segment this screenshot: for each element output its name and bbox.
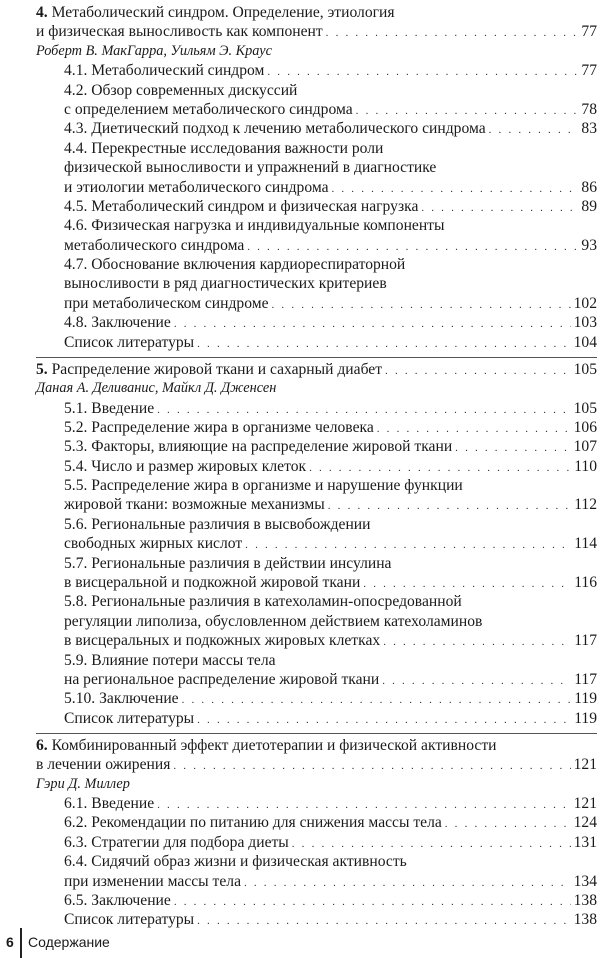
dot-leader <box>489 121 579 140</box>
chapter-title-text: в лечении ожирения <box>36 756 171 774</box>
section-divider <box>36 733 597 734</box>
dot-leader <box>326 24 579 43</box>
entry-title-text: 4.8. Заключение <box>64 314 171 332</box>
entry-text <box>64 891 171 910</box>
entry-text <box>64 534 242 553</box>
entry-text <box>64 872 241 891</box>
entry-title-text: регуляции липолиза, обусловленном действием катехоламинов <box>64 612 483 630</box>
entry-text <box>64 437 452 456</box>
toc-entry-line <box>36 418 597 437</box>
page-ref: 138 <box>573 911 597 929</box>
chapter-title-line <box>36 22 597 41</box>
page-footer <box>0 928 600 958</box>
page-ref: 86 <box>581 178 597 196</box>
toc-entry-line <box>36 612 597 631</box>
toc-entry-line <box>36 709 597 728</box>
dot-leader <box>445 815 571 834</box>
entry-text <box>64 852 407 871</box>
entry-title-text: 5.1. Введение <box>64 399 155 417</box>
page-ref: 106 <box>573 418 597 436</box>
chapter-title-line <box>36 3 597 22</box>
entry-title-text: 4.3. Диетический подход к лечению метаболического синдрома <box>64 120 486 138</box>
entry-text <box>64 178 329 197</box>
entry-text <box>64 216 444 235</box>
entry-text <box>64 689 179 708</box>
dot-leader <box>421 199 578 218</box>
entry-title-text: 6.2. Рекомендации по питанию для снижения массы тела <box>64 814 442 832</box>
section-divider <box>36 357 597 358</box>
entry-text <box>64 554 391 573</box>
page-ref: 110 <box>574 457 597 475</box>
toc-entry <box>36 689 597 708</box>
dot-leader <box>174 315 571 334</box>
chapter-title-line <box>36 736 597 755</box>
toc-entry-line <box>36 910 597 929</box>
entry-title-text: 5.4. Число и размер жировых клеток <box>64 457 307 475</box>
entry-text <box>64 794 154 813</box>
toc-entry-line <box>36 61 597 80</box>
toc-entry <box>36 794 597 813</box>
toc-entry <box>36 709 597 728</box>
entry-title-text: 5.10. Заключение <box>64 690 179 708</box>
entry-title-text: на региональное распределение жировой ткани <box>64 670 380 688</box>
page-ref: 138 <box>573 891 597 909</box>
entry-text <box>64 158 436 177</box>
chapter-section <box>36 736 597 930</box>
chapter-number: 5. <box>36 360 48 378</box>
entry-text <box>36 736 496 755</box>
toc-entry-line <box>36 573 597 592</box>
page-ref: 103 <box>573 314 597 332</box>
entry-text <box>64 236 244 255</box>
entry-title-text: выносливости в ряд диагностических критериев <box>64 275 387 293</box>
entry-title-text: физической выносливости и упражнений в диагностике <box>64 159 437 177</box>
entry-title-text: 6.1. Введение <box>64 795 155 812</box>
entry-text <box>36 360 382 379</box>
page-ref: 105 <box>573 360 597 378</box>
toc-entry-line <box>36 294 597 313</box>
entry-title-text: метаболического синдрома <box>64 236 245 254</box>
toc-entry-line <box>36 833 597 852</box>
entry-text <box>36 22 323 41</box>
entry-title-text: 4.4. Перекрестные исследования важности роли <box>64 139 384 157</box>
chapter-title-text: Комбинированный эффект диетотерапии и физической активности <box>51 736 497 754</box>
toc-entry-line <box>36 476 597 495</box>
page-ref: 77 <box>581 62 597 80</box>
entry-title-text: свободных жирных кислот <box>64 535 243 553</box>
entry-title-text: в висцеральной и подкожной жировой ткани <box>64 574 361 592</box>
entry-text <box>64 197 418 216</box>
toc-entry <box>36 139 597 197</box>
entry-text <box>64 294 269 313</box>
entry-title-text: при изменении массы тела <box>64 872 241 890</box>
toc-entry <box>36 81 597 120</box>
entry-text <box>64 833 289 852</box>
entry-title-text: 5.5. Распределение жира в организме и нарушение функции <box>64 477 463 495</box>
dot-leader <box>244 874 571 893</box>
entry-title-text: жировой ткани: возможные механизмы <box>64 496 325 514</box>
toc-entry-line <box>36 554 597 573</box>
chapter-authors: Роберт В. МакГарра, Уильям Э. Краус <box>36 42 272 59</box>
toc-entry <box>36 399 597 418</box>
entry-text <box>64 495 325 514</box>
entry-text <box>64 457 306 476</box>
toc-entry-line <box>36 891 597 910</box>
toc-entry-line <box>36 236 597 255</box>
entry-text <box>64 61 264 80</box>
toc-entry <box>36 333 597 352</box>
toc-entry-line <box>36 313 597 332</box>
entry-text <box>64 612 482 631</box>
page-ref: 131 <box>573 833 597 851</box>
entry-title-text: с определением метаболического синдрома <box>64 100 353 118</box>
toc-entry <box>36 61 597 80</box>
page-ref: 121 <box>573 756 597 774</box>
page-ref: 89 <box>581 197 597 215</box>
dot-leader <box>382 672 571 691</box>
entry-text <box>64 81 297 100</box>
dot-leader <box>272 296 571 315</box>
entry-title-text: 5.6. Региональные различия в высвобождении <box>64 515 371 533</box>
toc-entry <box>36 833 597 852</box>
page-ref: 78 <box>581 100 597 118</box>
chapter-title-line <box>36 360 597 379</box>
chapter-title-text: Распределение жировой ткани и сахарный диабет <box>51 360 383 378</box>
toc-entry-line <box>36 495 597 514</box>
toc-entry <box>36 515 597 554</box>
toc-entry <box>36 852 597 891</box>
page-ref: 117 <box>574 632 597 650</box>
entry-text <box>36 3 395 22</box>
page-ref: 93 <box>581 236 597 254</box>
entry-title-text: 5.7. Региональные различия в действии инсулина <box>64 554 392 572</box>
entry-title-text: и этиологии метаболического синдрома <box>64 178 329 196</box>
page-ref: 114 <box>574 535 597 553</box>
entry-text <box>64 709 194 728</box>
toc-entry-line <box>36 670 597 689</box>
chapter-authors: Гэри Д. Миллер <box>36 775 130 792</box>
dot-leader <box>385 362 571 381</box>
entry-title-text: 5.8. Региональные различия в катехоламин-опосредованной <box>64 593 462 611</box>
entry-title-text: 4.6. Физическая нагрузка и индивидуальные компоненты <box>64 217 445 235</box>
entry-text <box>64 100 353 119</box>
page-ref: 107 <box>573 438 597 456</box>
toc-entry <box>36 119 597 138</box>
dot-leader <box>455 439 570 458</box>
toc-entry <box>36 592 597 650</box>
entry-title-text: 6.4. Сидячий образ жизни и физическая активность <box>64 853 407 871</box>
entry-text <box>64 255 405 274</box>
entry-text <box>64 670 379 689</box>
entry-text <box>64 573 360 592</box>
dot-leader <box>197 711 571 730</box>
toc-entry-line <box>36 689 597 708</box>
toc-entry <box>36 651 597 690</box>
toc-entry <box>36 457 597 476</box>
toc-entry <box>36 476 597 515</box>
chapter-section <box>36 3 597 352</box>
toc-entry-line <box>36 794 597 813</box>
page-ref: 119 <box>574 709 597 727</box>
toc-entry-line <box>36 119 597 138</box>
toc-entry-line <box>36 158 597 177</box>
entry-text <box>64 910 194 929</box>
chapter-number: 6. <box>36 736 48 754</box>
entry-text <box>64 651 276 670</box>
entry-title-text: 4.2. Обзор современных дискуссий <box>64 81 298 99</box>
entry-title-text: при метаболическом синдроме <box>64 294 269 312</box>
page-ref: 102 <box>573 294 597 312</box>
toc-entry <box>36 554 597 593</box>
toc-entry <box>36 891 597 910</box>
entry-text <box>64 139 383 158</box>
toc-entry <box>36 813 597 832</box>
page-ref: 105 <box>573 399 597 417</box>
toc-entry <box>36 437 597 456</box>
dot-leader <box>267 63 578 82</box>
entry-title-text: в висцеральных и подкожных жировых клетках <box>64 632 381 650</box>
toc-entry-line <box>36 437 597 456</box>
entry-title-text: 5.3. Факторы, влияющие на распределение жировой ткани <box>64 438 453 456</box>
entry-text <box>64 119 486 138</box>
dot-leader <box>197 335 570 354</box>
toc-entry-line <box>36 515 597 534</box>
entry-text <box>64 813 442 832</box>
toc-entry-line <box>36 216 597 235</box>
entry-title-text: 6.3. Стратегии для подбора диеты <box>64 833 289 851</box>
toc-entry-line <box>36 274 597 293</box>
toc-entry-line <box>36 178 597 197</box>
entry-text <box>64 592 462 611</box>
entry-title-text: 4.7. Обоснование включения кардиореспираторной <box>64 256 406 274</box>
toc-entry <box>36 910 597 929</box>
entry-title-text: 4.1. Метаболический синдром <box>64 62 265 80</box>
page-ref: 83 <box>581 120 597 138</box>
entry-text <box>64 313 171 332</box>
toc-entry <box>36 418 597 437</box>
toc-entry-line <box>36 81 597 100</box>
table-of-contents <box>36 3 597 930</box>
chapter-section <box>36 360 597 728</box>
toc-entry-line <box>36 813 597 832</box>
entry-title-text: Список литературы <box>64 911 195 929</box>
entry-text <box>64 274 387 293</box>
entry-text <box>64 631 380 650</box>
dot-leader <box>174 893 571 912</box>
toc-entry-line <box>36 255 597 274</box>
dot-leader <box>383 633 571 652</box>
toc-entry-line <box>36 592 597 611</box>
running-header-label: Содержание <box>28 934 110 950</box>
entry-title-text: 6.5. Заключение <box>64 891 171 909</box>
entry-text <box>64 333 194 352</box>
footer-divider <box>20 928 22 958</box>
toc-entry-line <box>36 399 597 418</box>
toc-entry-line <box>36 651 597 670</box>
entry-text <box>64 399 154 418</box>
toc-entry-line <box>36 139 597 158</box>
entry-title-text: Список литературы <box>64 709 195 727</box>
chapter-number: 4. <box>36 4 48 21</box>
entry-title-text: Список литературы <box>64 333 195 351</box>
toc-entry-line <box>36 534 597 553</box>
chapter-authors: Даная А. Деливанис, Майкл Д. Дженсен <box>36 380 277 397</box>
toc-entry-line <box>36 197 597 216</box>
entry-title-text: 4.5. Метаболический синдром и физическая нагрузка <box>64 197 419 215</box>
entry-title-text: 5.2. Распределение жира в организме человека <box>64 418 374 436</box>
page-ref: 124 <box>573 814 597 832</box>
page-ref: 117 <box>574 670 597 688</box>
toc-entry-line <box>36 457 597 476</box>
entry-text <box>64 418 374 437</box>
entry-title-text: 5.9. Влияние потери массы тела <box>64 651 276 669</box>
toc-entry <box>36 255 597 313</box>
page-ref: 104 <box>573 333 597 351</box>
toc-entry-line <box>36 631 597 650</box>
dot-leader <box>182 691 572 710</box>
page-ref: 112 <box>574 496 597 514</box>
chapter-title-line <box>36 755 597 774</box>
entry-text <box>64 515 371 534</box>
entry-text <box>64 476 463 495</box>
toc-entry-line <box>36 100 597 119</box>
toc-entry <box>36 197 597 216</box>
chapter-title-text: Метаболический синдром. Определение, этиология <box>51 4 395 21</box>
dot-leader <box>173 757 570 776</box>
page-ref: 121 <box>573 795 597 812</box>
chapter-title-text: и физическая выносливость как компонент <box>36 23 323 41</box>
page-ref: 119 <box>574 690 597 708</box>
page-number: 6 <box>6 934 14 950</box>
page-ref: 77 <box>581 23 597 41</box>
toc-entry-line <box>36 333 597 352</box>
toc-entry <box>36 216 597 255</box>
entry-text <box>36 755 170 774</box>
page-ref: 134 <box>573 872 597 890</box>
toc-entry-line <box>36 852 597 871</box>
toc-entry-line <box>36 872 597 891</box>
toc-entry <box>36 313 597 332</box>
page-ref: 116 <box>574 574 597 592</box>
